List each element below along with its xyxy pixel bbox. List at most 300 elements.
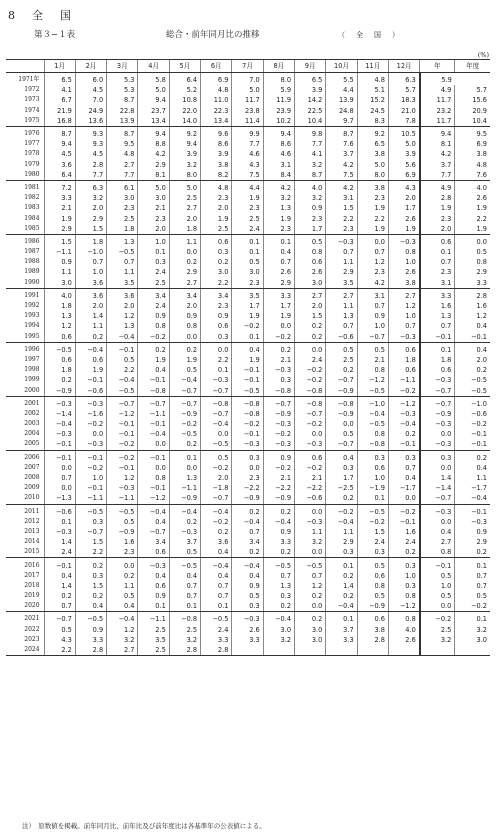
- value-cell: −0.9: [232, 493, 263, 504]
- value-cell: 18.3: [388, 95, 419, 105]
- value-cell: 2.7: [107, 645, 138, 656]
- value-cell: −0.1: [107, 463, 138, 473]
- value-cell: 0.5: [357, 342, 388, 355]
- value-cell: 3.2: [75, 193, 106, 203]
- table-row: [6, 355, 490, 365]
- value-cell: 2.0: [420, 224, 455, 235]
- value-cell: 14.2: [295, 95, 326, 105]
- value-cell: 1.2: [357, 257, 388, 267]
- value-cell: 1.2: [107, 473, 138, 483]
- table-row: [6, 429, 490, 439]
- value-cell: 2.3: [232, 278, 263, 289]
- value-cell: 1.9: [455, 224, 490, 235]
- value-cell: 2.3: [326, 224, 357, 235]
- value-cell: −0.2: [263, 463, 294, 473]
- value-cell: −0.3: [44, 396, 75, 409]
- value-cell: −2.2: [295, 483, 326, 493]
- value-cell: 3.7: [169, 537, 200, 547]
- value-cell: 0.9: [263, 450, 294, 463]
- value-cell: −0.5: [295, 558, 326, 571]
- value-cell: 7.7: [420, 170, 455, 181]
- table-row: [6, 571, 490, 581]
- table-row: [6, 257, 490, 267]
- value-cell: 0.2: [232, 547, 263, 558]
- value-cell: −0.4: [75, 342, 106, 355]
- value-cell: 2.2: [357, 213, 388, 223]
- year-cell: 1975: [6, 116, 44, 127]
- value-cell: 0.1: [326, 612, 357, 625]
- value-cell: 3.0: [138, 193, 169, 203]
- value-cell: −0.4: [388, 419, 419, 429]
- value-cell: 2.3: [295, 213, 326, 223]
- value-cell: 3.4: [201, 288, 232, 301]
- table-row: [6, 635, 490, 645]
- value-cell: 3.9: [201, 149, 232, 159]
- value-cell: −0.1: [107, 342, 138, 355]
- year-cell: 2002: [24, 409, 40, 417]
- value-cell: 23.9: [263, 106, 294, 116]
- value-cell: 0.6: [295, 450, 326, 463]
- value-cell: 2.9: [75, 213, 106, 223]
- value-cell: 1.6: [388, 527, 419, 537]
- value-cell: 0.3: [75, 517, 106, 527]
- footnote: 注） 原数値を掲載。前年同月比、前年比及び前年度比は各基準年の公表値による。: [22, 822, 266, 830]
- value-cell: 0.0: [420, 601, 455, 612]
- value-cell: 6.9: [388, 170, 419, 181]
- table-row: [6, 473, 490, 483]
- value-cell: 0.3: [232, 601, 263, 612]
- value-cell: −0.6: [295, 493, 326, 504]
- year-cell: 2013: [24, 527, 40, 535]
- value-cell: 2.4: [357, 537, 388, 547]
- value-cell: −0.2: [420, 612, 455, 625]
- value-cell: 1.0: [357, 473, 388, 483]
- value-cell: 0.2: [388, 547, 419, 558]
- value-cell: 3.9: [169, 149, 200, 159]
- value-cell: 0.2: [201, 527, 232, 537]
- year-cell: 2001: [24, 399, 40, 407]
- value-cell: 2.5: [169, 625, 200, 635]
- table-row: [6, 139, 490, 149]
- value-cell: 13.4: [138, 116, 169, 127]
- value-cell: −0.3: [232, 439, 263, 450]
- value-cell: 0.5: [357, 558, 388, 571]
- value-cell: 2.8: [357, 635, 388, 645]
- value-cell: 0.3: [388, 581, 419, 591]
- table-row: [6, 483, 490, 493]
- value-cell: 0.2: [169, 517, 200, 527]
- value-cell: −0.3: [388, 332, 419, 343]
- value-cell: 3.0: [107, 193, 138, 203]
- value-cell: 3.9: [388, 149, 419, 159]
- value-cell: 0.0: [201, 342, 232, 355]
- year-cell: 2015: [6, 547, 44, 558]
- value-cell: 3.1: [420, 278, 455, 289]
- value-cell: 4.8: [357, 73, 388, 86]
- table-row: [6, 332, 490, 343]
- value-cell: −0.2: [263, 429, 294, 439]
- value-cell: 0.6: [357, 612, 388, 625]
- table-header-row: [6, 60, 490, 73]
- value-cell: 23.8: [232, 106, 263, 116]
- value-cell: 0.7: [420, 257, 455, 267]
- value-cell: 7.8: [388, 116, 419, 127]
- table-row: [6, 591, 490, 601]
- value-cell: 0.2: [455, 450, 490, 463]
- value-cell: 2.3: [232, 473, 263, 483]
- value-cell: 0.3: [420, 450, 455, 463]
- value-cell: 9.6: [201, 126, 232, 139]
- value-cell: 9.4: [138, 95, 169, 105]
- value-cell: 0.2: [263, 504, 294, 517]
- value-cell: 1.0: [138, 234, 169, 247]
- value-cell: −1.7: [455, 483, 490, 493]
- value-cell: −0.1: [138, 419, 169, 429]
- value-cell: −0.2: [75, 419, 106, 429]
- value-cell: 3.4: [138, 288, 169, 301]
- value-cell: 2.9: [455, 537, 490, 547]
- value-cell: 3.3: [326, 635, 357, 645]
- value-cell: 2.8: [201, 645, 232, 656]
- value-cell: 3.0: [44, 278, 75, 289]
- value-cell: 0.0: [295, 342, 326, 355]
- value-cell: 0.6: [201, 321, 232, 331]
- value-cell: 0.1: [169, 450, 200, 463]
- value-cell: −1.0: [357, 396, 388, 409]
- value-cell: −0.5: [169, 429, 200, 439]
- value-cell: −0.1: [44, 450, 75, 463]
- value-cell: −0.3: [263, 365, 294, 375]
- value-cell: −0.9: [326, 385, 357, 396]
- value-cell: 2.4: [138, 267, 169, 277]
- value-cell: 2.0: [107, 301, 138, 311]
- value-cell: −0.3: [295, 517, 326, 527]
- value-cell: 3.2: [107, 635, 138, 645]
- value-cell: 2.9: [263, 278, 294, 289]
- table-row: [6, 180, 490, 193]
- value-cell: 0.1: [169, 601, 200, 612]
- value-cell: 8.7: [107, 126, 138, 139]
- value-cell: 0.7: [232, 527, 263, 537]
- value-cell: 3.3: [263, 537, 294, 547]
- table-row: [6, 203, 490, 213]
- table-row: [6, 517, 490, 527]
- value-cell: 0.1: [326, 558, 357, 571]
- value-cell: 0.1: [44, 517, 75, 527]
- value-cell: 9.9: [232, 126, 263, 139]
- value-cell: 0.3: [326, 463, 357, 473]
- value-cell: 14.0: [169, 116, 200, 127]
- value-cell: −0.1: [107, 429, 138, 439]
- value-cell: −0.1: [232, 365, 263, 375]
- value-cell: 4.2: [326, 160, 357, 170]
- value-cell: −0.7: [201, 385, 232, 396]
- value-cell: 4.3: [44, 635, 75, 645]
- value-cell: −0.2: [357, 517, 388, 527]
- value-cell: 0.4: [326, 450, 357, 463]
- value-cell: −0.4: [107, 332, 138, 343]
- value-cell: 11.7: [420, 95, 455, 105]
- value-cell: 0.3: [201, 332, 232, 343]
- value-cell: 0.4: [455, 463, 490, 473]
- value-cell: 13.4: [201, 116, 232, 127]
- year-cell: 2024: [6, 645, 44, 656]
- value-cell: −1.8: [201, 483, 232, 493]
- value-cell: 0.2: [44, 591, 75, 601]
- value-cell: 13.9: [326, 95, 357, 105]
- value-cell: 2.9: [326, 267, 357, 277]
- value-cell: 0.2: [44, 375, 75, 385]
- value-cell: 0.7: [357, 247, 388, 257]
- value-cell: 4.6: [263, 149, 294, 159]
- year-cell: 1990: [6, 278, 44, 289]
- value-cell: 0.2: [326, 365, 357, 375]
- value-cell: −0.5: [75, 612, 106, 625]
- value-cell: 0.4: [44, 571, 75, 581]
- value-cell: −0.2: [295, 463, 326, 473]
- value-cell: 4.2: [357, 278, 388, 289]
- value-cell: 1.9: [138, 355, 169, 365]
- value-cell: 0.6: [75, 355, 106, 365]
- value-cell: −0.1: [420, 558, 455, 571]
- value-cell: 7.5: [326, 170, 357, 181]
- value-cell: 8.0: [357, 170, 388, 181]
- value-cell: −0.4: [326, 601, 357, 612]
- value-cell: −0.3: [326, 234, 357, 247]
- value-cell: 2.0: [455, 355, 490, 365]
- value-cell: 0.7: [107, 257, 138, 267]
- value-cell: 0.0: [138, 463, 169, 473]
- value-cell: 2.8: [455, 288, 490, 301]
- value-cell: −0.1: [455, 504, 490, 517]
- year-cell: 2005: [6, 439, 44, 450]
- value-cell: −0.3: [420, 375, 455, 385]
- value-cell: 0.9: [138, 311, 169, 321]
- value-cell: 1.5: [295, 311, 326, 321]
- value-cell: −0.7: [44, 612, 75, 625]
- value-cell: 7.7: [75, 170, 106, 181]
- year-cell: 2016: [24, 561, 40, 569]
- value-cell: 0.5: [232, 257, 263, 267]
- value-cell: 2.2: [201, 278, 232, 289]
- table-row: [6, 267, 490, 277]
- year-cell: 2020: [6, 601, 44, 612]
- value-cell: 0.2: [295, 591, 326, 601]
- value-cell: 0.7: [295, 571, 326, 581]
- value-cell: 0.6: [388, 365, 419, 375]
- value-cell: 2.9: [138, 160, 169, 170]
- value-cell: 2.4: [388, 537, 419, 547]
- value-cell: 1.7: [295, 224, 326, 235]
- value-cell: 2.5: [138, 645, 169, 656]
- value-cell: 11.9: [263, 95, 294, 105]
- value-cell: 0.3: [138, 257, 169, 267]
- value-cell: 21.0: [388, 106, 419, 116]
- table-row: [6, 365, 490, 375]
- value-cell: 1.5: [44, 234, 75, 247]
- year-cell: 1982: [24, 194, 40, 202]
- value-cell: 0.0: [75, 429, 106, 439]
- value-cell: 9.4: [44, 139, 75, 149]
- column-header: 6月: [201, 60, 232, 73]
- value-cell: 0.0: [201, 429, 232, 439]
- value-cell: 2.1: [263, 473, 294, 483]
- value-cell: 2.6: [455, 193, 490, 203]
- value-cell: −0.2: [138, 332, 169, 343]
- table-row: [6, 581, 490, 591]
- value-cell: −0.1: [75, 483, 106, 493]
- table-row: [6, 85, 490, 95]
- value-cell: 0.4: [169, 571, 200, 581]
- value-cell: −0.9: [107, 527, 138, 537]
- value-cell: 0.4: [388, 473, 419, 483]
- value-cell: −0.3: [75, 439, 106, 450]
- value-cell: 0.5: [295, 234, 326, 247]
- value-cell: 4.5: [44, 149, 75, 159]
- value-cell: 2.0: [169, 213, 200, 223]
- year-cell: 2011: [24, 507, 40, 515]
- value-cell: 1.9: [169, 355, 200, 365]
- year-cell: 1983: [24, 204, 40, 212]
- value-cell: 22.5: [295, 106, 326, 116]
- value-cell: 2.2: [107, 365, 138, 375]
- value-cell: 3.3: [44, 193, 75, 203]
- value-cell: 0.6: [44, 355, 75, 365]
- value-cell: 6.7: [44, 95, 75, 105]
- value-cell: 22.0: [169, 106, 200, 116]
- value-cell: 1.3: [44, 311, 75, 321]
- value-cell: 0.8: [357, 581, 388, 591]
- value-cell: 3.2: [295, 537, 326, 547]
- value-cell: 0.0: [169, 247, 200, 257]
- value-cell: 4.3: [232, 160, 263, 170]
- table-row: [6, 645, 490, 656]
- value-cell: 3.4: [232, 537, 263, 547]
- value-cell: 0.5: [357, 591, 388, 601]
- value-cell: 1.1: [295, 527, 326, 537]
- value-cell: 4.2: [420, 149, 455, 159]
- table-row: [6, 301, 490, 311]
- value-cell: 1.2: [455, 311, 490, 321]
- year-cell: 1989: [24, 268, 40, 276]
- value-cell: 1.4: [326, 581, 357, 591]
- value-cell: −0.5: [455, 385, 490, 396]
- value-cell: −1.2: [138, 493, 169, 504]
- section-heading: 8 全 国: [8, 9, 74, 22]
- value-cell: 2.7: [388, 288, 419, 301]
- value-cell: 1.8: [44, 365, 75, 375]
- value-cell: 24.8: [326, 106, 357, 116]
- value-cell: −0.8: [169, 612, 200, 625]
- value-cell: 13.6: [75, 116, 106, 127]
- value-cell: 8.8: [138, 139, 169, 149]
- value-cell: −0.2: [263, 332, 294, 343]
- value-cell: 2.3: [420, 267, 455, 277]
- value-cell: −0.3: [263, 439, 294, 450]
- value-cell: 3.8: [455, 149, 490, 159]
- value-cell: 1.4: [44, 537, 75, 547]
- value-cell: −0.3: [107, 483, 138, 493]
- value-cell: 2.6: [388, 213, 419, 223]
- table-row: [6, 612, 490, 625]
- table-row: [6, 385, 490, 396]
- value-cell: [263, 645, 294, 656]
- value-cell: 0.9: [357, 311, 388, 321]
- value-cell: −0.4: [201, 504, 232, 517]
- value-cell: −0.2: [295, 375, 326, 385]
- value-cell: 4.2: [326, 180, 357, 193]
- value-cell: 0.1: [420, 247, 455, 257]
- value-cell: 0.5: [326, 429, 357, 439]
- value-cell: −0.2: [326, 504, 357, 517]
- value-cell: 2.6: [263, 267, 294, 277]
- value-cell: 1.9: [232, 355, 263, 365]
- value-cell: −0.7: [326, 375, 357, 385]
- value-cell: −1.0: [455, 396, 490, 409]
- value-cell: 6.4: [44, 170, 75, 181]
- value-cell: 7.0: [232, 73, 263, 86]
- value-cell: 1.1: [326, 257, 357, 267]
- value-cell: 0.2: [138, 342, 169, 355]
- value-cell: 0.2: [169, 439, 200, 450]
- value-cell: 0.4: [75, 601, 106, 612]
- value-cell: 0.4: [455, 321, 490, 331]
- value-cell: 4.1: [295, 149, 326, 159]
- value-cell: 0.7: [326, 321, 357, 331]
- value-cell: −0.4: [201, 419, 232, 429]
- value-cell: 0.1: [263, 234, 294, 247]
- table-row: [6, 625, 490, 635]
- value-cell: −0.7: [295, 409, 326, 419]
- value-cell: 0.6: [357, 463, 388, 473]
- value-cell: 1.0: [388, 257, 419, 267]
- value-cell: −0.9: [263, 493, 294, 504]
- value-cell: 3.0: [295, 625, 326, 635]
- value-cell: 9.2: [169, 126, 200, 139]
- value-cell: 7.7: [295, 139, 326, 149]
- value-cell: 3.6: [44, 160, 75, 170]
- value-cell: −0.2: [232, 321, 263, 331]
- value-cell: 0.9: [455, 527, 490, 537]
- value-cell: 0.5: [107, 517, 138, 527]
- value-cell: 0.7: [326, 247, 357, 257]
- value-cell: 0.1: [420, 342, 455, 355]
- value-cell: 10.2: [263, 116, 294, 127]
- table-row: [6, 160, 490, 170]
- value-cell: 0.7: [357, 301, 388, 311]
- value-cell: −0.4: [232, 558, 263, 571]
- value-cell: −0.4: [138, 429, 169, 439]
- value-cell: 5.5: [326, 73, 357, 86]
- table-row: [6, 224, 490, 235]
- value-cell: 10.5: [388, 126, 419, 139]
- value-cell: 3.2: [420, 635, 455, 645]
- table-row: [6, 170, 490, 181]
- value-cell: [388, 645, 419, 656]
- value-cell: 1.1: [107, 581, 138, 591]
- value-cell: −0.3: [420, 504, 455, 517]
- value-cell: 1.8: [388, 355, 419, 365]
- year-cell: 2012: [24, 517, 40, 525]
- column-header: 11月: [357, 60, 388, 73]
- value-cell: 1.7: [263, 301, 294, 311]
- value-cell: 2.3: [357, 193, 388, 203]
- value-cell: 0.8: [357, 429, 388, 439]
- value-cell: 9.5: [107, 139, 138, 149]
- value-cell: −0.9: [169, 493, 200, 504]
- column-header: 3月: [107, 60, 138, 73]
- value-cell: 1.2: [107, 625, 138, 635]
